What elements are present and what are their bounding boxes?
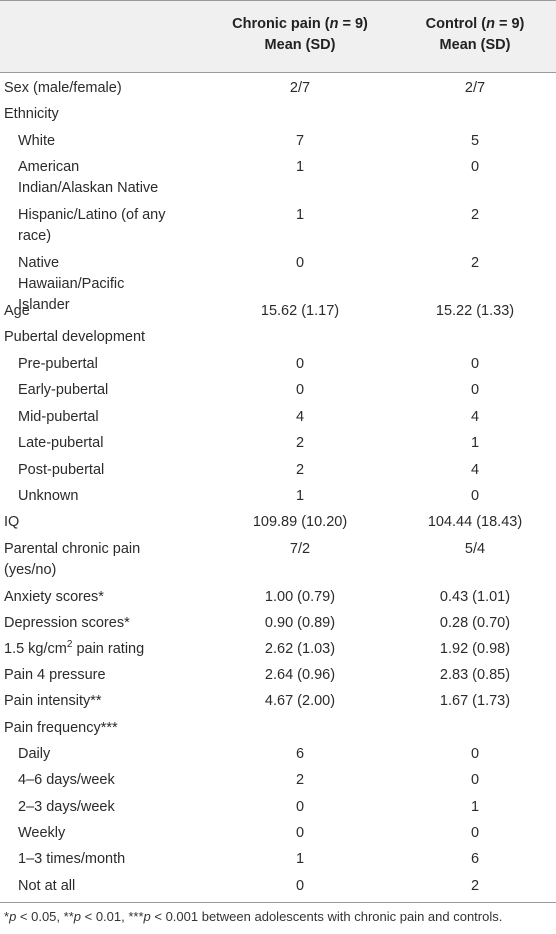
- top-rule: [0, 0, 556, 1]
- header-rule: [0, 72, 556, 73]
- table-header: [0, 0, 556, 72]
- header-control: Control (n = 9) Mean (SD): [425, 16, 525, 53]
- bottom-rule: [0, 902, 556, 903]
- table-footnote: *p < 0.05, **p < 0.01, ***p < 0.001 between adolescents with chronic pain and controls.: [4, 909, 503, 924]
- header-chronic-pain: Chronic pain (n = 9) Mean (SD): [232, 16, 368, 53]
